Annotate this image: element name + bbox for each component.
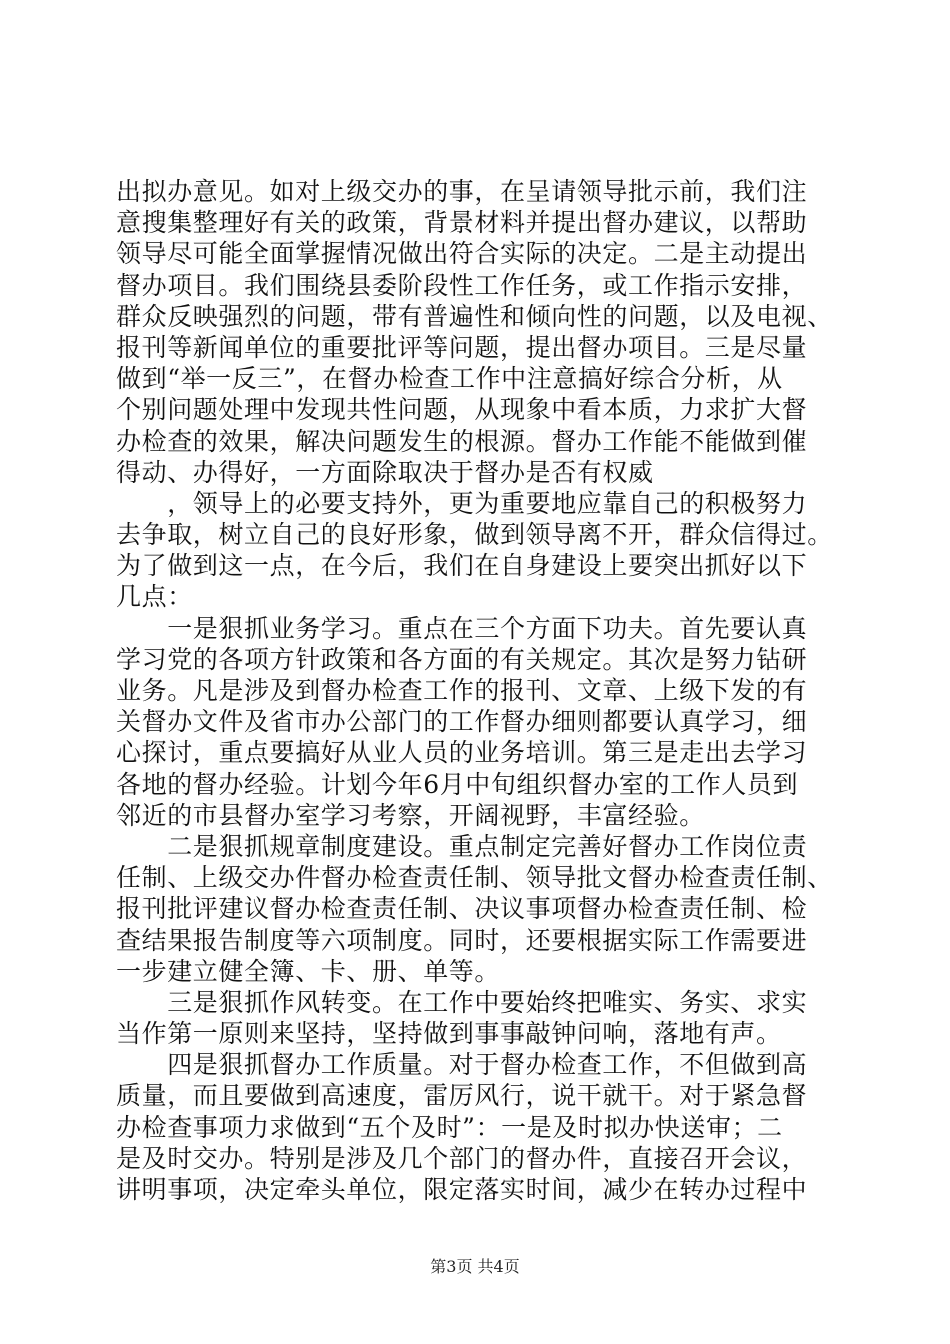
text-line: 报刊等新闻单位的重要批评等问题，提出督办项目。三是尽量 [116, 332, 808, 362]
text-line: 出拟办意见。如对上级交办的事，在呈请领导批示前，我们注 [116, 177, 808, 206]
text-line: 督办项目。我们围绕县委阶段性工作任务，或工作指示安排， [116, 270, 808, 300]
text-line: 三是狠抓作风转变。在工作中要始终把唯实、务实、求实 [116, 987, 808, 1017]
text-line: 业务。凡是涉及到督办检查工作的报刊、文章、上级下发的有 [116, 676, 808, 705]
text-line: 为了做到这一点，在今后，我们在自身建设上要突出抓好以下 [116, 551, 808, 581]
text-line: 得动、办得好，一方面除取决于督办是否有权威 [116, 457, 654, 487]
text-line: 质量，而且要做到高速度，雷厉风行，说干就干。对于紧急督 [116, 1081, 808, 1111]
text-line: 办检查的效果，解决问题发生的根源。督办工作能不能做到催 [116, 426, 808, 456]
text-line: 查结果报告制度等六项制度。同时，还要根据实际工作需要进 [116, 925, 808, 955]
text-line: 意搜集整理好有关的政策，背景材料并提出督办建议，以帮助 [116, 208, 808, 238]
text-line: 关督办文件及省市办公部门的工作督办细则都要认真学习，细 [116, 707, 808, 737]
text-line: 群众反映强烈的问题，带有普遍性和倾向性的问题，以及电视、 [116, 301, 833, 331]
text-line: 讲明事项，决定牵头单位，限定落实时间，减少在转办过程中 [116, 1175, 808, 1204]
text-line: 领导尽可能全面掌握情况做出符合实际的决定。二是主动提出 [116, 239, 808, 269]
text-line: 当作第一原则来坚持，坚持做到事事敲钟问响，落地有声。 [116, 1019, 782, 1049]
text-line: 一是狠抓业务学习。重点在三个方面下功夫。首先要认真 [116, 613, 808, 643]
document-body [116, 176, 836, 1205]
text-line: 一步建立健全簿、卡、册、单等。 [116, 956, 501, 986]
text-line: 心探讨，重点要搞好从业人员的业务培训。第三是走出去学习 [116, 738, 808, 768]
text-line: 任制、上级交办件督办检查责任制、领导批文督办检查责任制、 [116, 863, 833, 893]
text-line: 学习党的各项方针政策和各方面的有关规定。其次是努力钻研 [116, 644, 808, 674]
text-line: 邻近的市县督办室学习考察，开阔视野，丰富经验。 [116, 800, 705, 830]
text-line: 几点： [116, 582, 193, 612]
text-line: 个别问题处理中发现共性问题，从现象中看本质，力求扩大督 [116, 395, 808, 425]
text-line: 办检查事项力求做到“五个及时”：一是及时拟办快送审；二 [116, 1112, 783, 1142]
text-line: 四是狠抓督办工作质量。对于督办检查工作，不但做到高 [116, 1050, 808, 1080]
text-line: 去争取，树立自己的良好形象，做到领导离不开，群众信得过。 [116, 520, 833, 550]
text-line: 报刊批评建议督办检查责任制、决议事项督办检查责任制、检 [116, 894, 808, 924]
text-line: 做到“举一反三”，在督办检查工作中注意搞好综合分析，从 [116, 364, 783, 394]
page-number-footer: 第3页 共4页 [430, 1257, 520, 1276]
text-line: 是及时交办。特别是涉及几个部门的督办件，直接召开会议， [116, 1143, 808, 1173]
text-line: 各地的督办经验。计划今年6月中旬组织督办室的工作人员到 [116, 769, 799, 799]
text-line: ，领导上的必要支持外，更为重要地应靠自己的积极努力 [116, 488, 808, 518]
text-line: 二是狠抓规章制度建设。重点制定完善好督办工作岗位责 [116, 831, 808, 861]
